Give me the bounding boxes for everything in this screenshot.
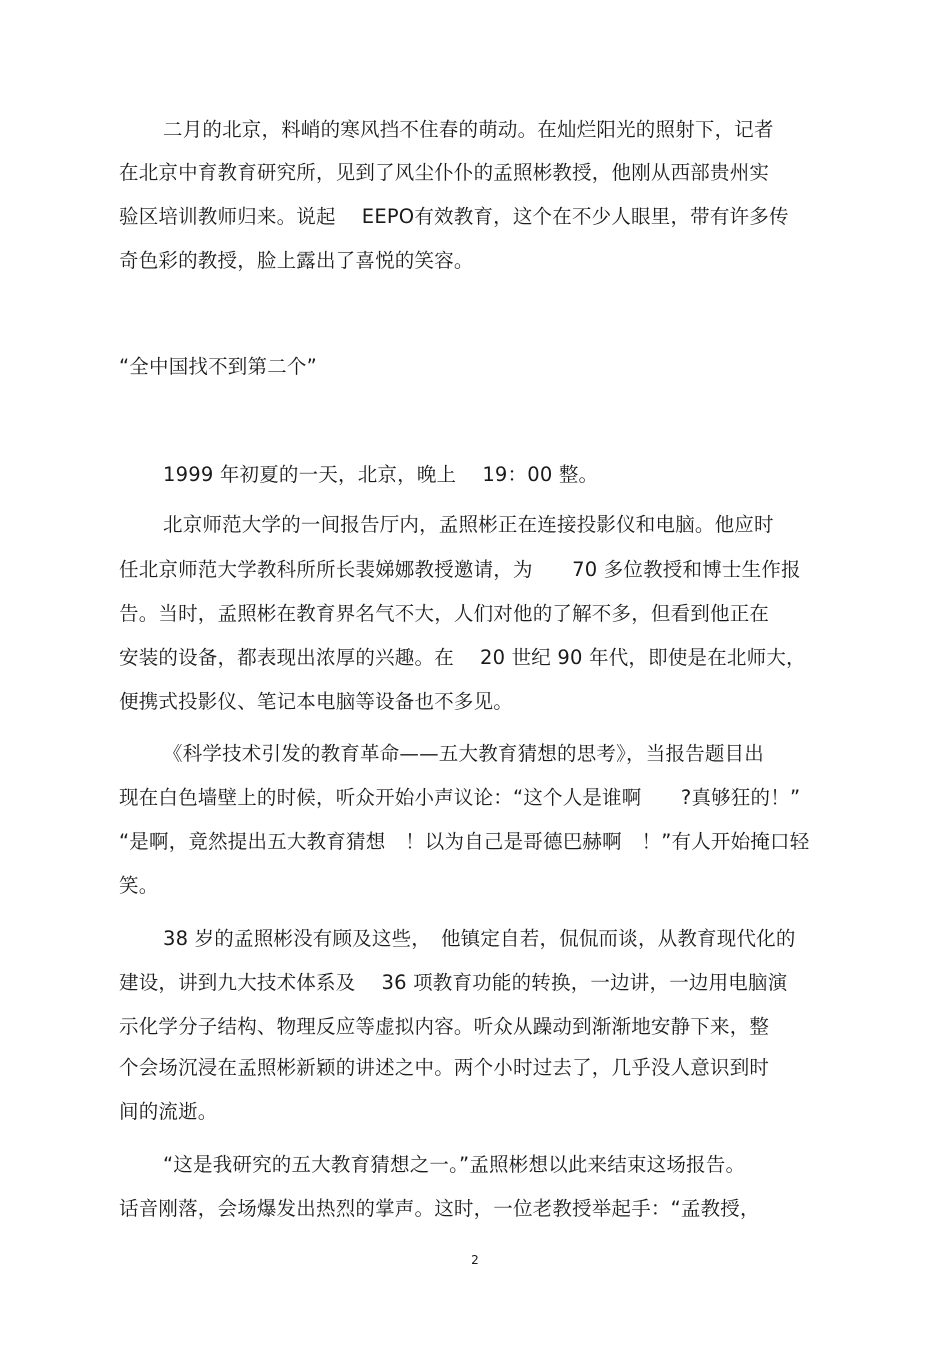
paragraph-6-line-4: 个会场沉浸在孟照彬新颖的讲述之中。两个小时过去了，几乎没人意识到时 [119, 1056, 770, 1079]
paragraph-4-line-3: 告。当时，孟照彬在教育界名气不大，人们对他的了解不多，但看到他正在 [119, 602, 770, 625]
paragraph-4-line-1: 北京师范大学的一间报告厅内，孟照彬正在连接投影仪和电脑。他应时 [163, 513, 774, 536]
paragraph-6-line-2: 建设，讲到九大技术体系及 36 项教育功能的转换，一边讲，一边用电脑演 [119, 971, 788, 994]
paragraph-6-line-1: 38 岁的孟照彬没有顾及这些， 他镇定自若，侃侃而谈，从教育现代化的 [163, 927, 796, 950]
page-number: 2 [471, 1253, 479, 1267]
paragraph-4-line-4: 安装的设备，都表现出浓厚的兴趣。在 20 世纪 90 年代，即使是在北师大， [119, 646, 806, 669]
paragraph-6-line-3: 示化学分子结构、物理反应等虚拟内容。听众从躁动到渐渐地安静下来，整 [119, 1015, 770, 1038]
paragraph-1-line-3: 验区培训教师归来。说起 EEPO有效教育，这个在不少人眼里，带有许多传 [119, 205, 789, 228]
paragraph-4-line-5: 便携式投影仪、笔记本电脑等设备也不多见。 [119, 690, 514, 713]
paragraph-3-line-1: 1999 年初夏的一天，北京，晚上 19：00 整。 [163, 463, 599, 486]
section-heading: “全中国找不到第二个” [119, 355, 317, 378]
paragraph-1-line-2: 在北京中育教育研究所，见到了风尘仆仆的孟照彬教授，他刚从西部贵州实 [119, 161, 770, 184]
paragraph-5-line-2: 现在白色墙壁上的时候，听众开始小声议论：“这个人是谁啊 ?真够狂的！” [119, 786, 801, 809]
paragraph-7-line-1: “这是我研究的五大教育猜想之一。”孟照彬想以此来结束这场报告。 [163, 1153, 746, 1176]
paragraph-5-line-3: “是啊，竟然提出五大教育猜想 ！以为自己是哥德巴赫啊 ！”有人开始掩口轻 [119, 830, 810, 853]
paragraph-5-line-4: 笑。 [119, 874, 159, 897]
paragraph-5-line-1: 《科学技术引发的教育革命——五大教育猜想的思考》，当报告题目出 [163, 742, 764, 765]
paragraph-6-line-5: 间的流逝。 [119, 1100, 218, 1123]
paragraph-1-line-4: 奇色彩的教授，脸上露出了喜悦的笑容。 [119, 249, 474, 272]
paragraph-4-line-2: 任北京师范大学教科所所长裴娣娜教授邀请，为 70 多位教授和博士生作报 [119, 558, 801, 581]
paragraph-7-line-2: 话音刚落，会场爆发出热烈的掌声。这时，一位老教授举起手：“孟教授， [119, 1197, 760, 1220]
paragraph-1-line-1: 二月的北京，料峭的寒风挡不住春的萌动。在灿烂阳光的照射下，记者 [163, 118, 774, 141]
